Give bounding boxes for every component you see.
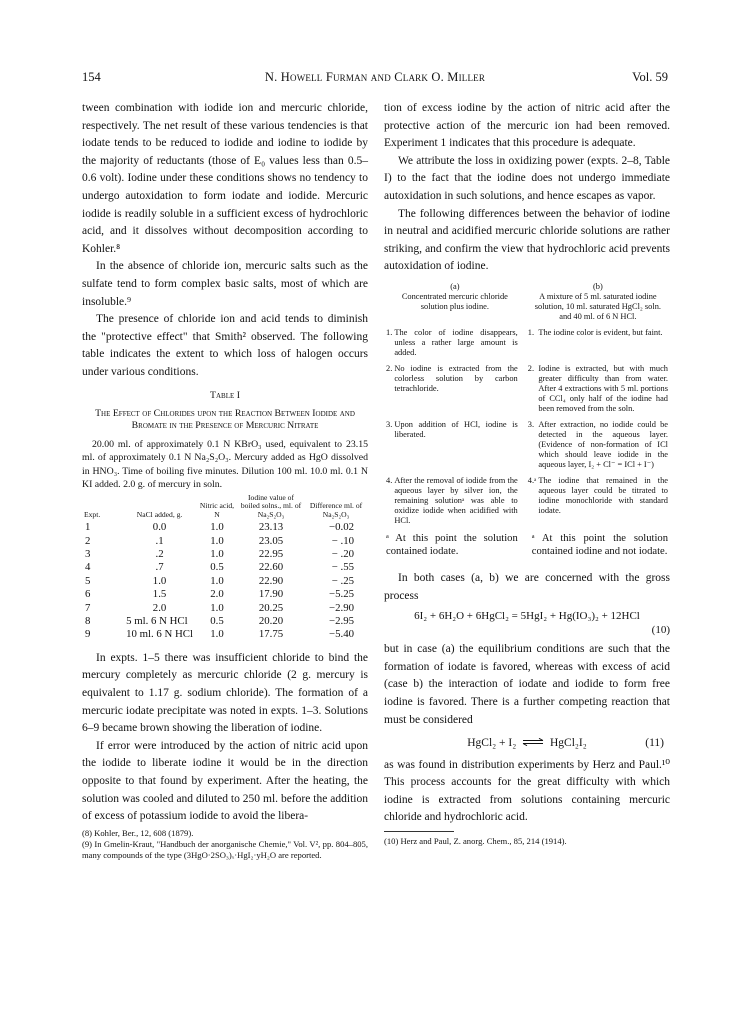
equation-11-left: HgCl₂ + I₂	[467, 737, 517, 750]
row-number: 4.ᵃ	[527, 475, 537, 485]
comparison-row	[384, 476, 670, 532]
table-cell: 5 ml. 6 N HCl	[126, 615, 188, 628]
table-cell: 1.0	[210, 521, 224, 534]
table-cell: − .55	[331, 561, 354, 574]
table-row	[82, 548, 368, 561]
left-paragraph-2: In the absence of chloride ion, mercuric salts such as the sulfate tend to form complex basic salts, most of which are insoluble.⁹	[82, 260, 368, 308]
equation-11-right: HgCl₂I₂	[549, 737, 587, 750]
row-number: 4.	[386, 475, 393, 485]
page-header	[82, 70, 668, 88]
table-cell: 10 ml. 6 N HCl	[126, 628, 193, 641]
right-paragraph-5: but in case (a) the equilibrium conditions are such that the formation of iodate is favored, whereas with excess of acid (case b) the interaction of iodate and iodide to form free iodine is favored. There is a further competing reaction that must be considered	[384, 643, 670, 726]
row-number: 2.	[386, 363, 393, 373]
table-cell: .1	[155, 534, 164, 547]
footnote-10: (10) Herz and Paul, Z. anorg. Chem., 85, 214 (1914).	[384, 836, 567, 847]
table-title: The Effect of Chlorides upon the Reaction Between Iodide and Bromate in the Presence of Mercuric Nitrate	[95, 407, 355, 432]
running-head: N. Howell Furman and Clark O. Miller	[264, 70, 486, 84]
table-cell: −2.90	[329, 601, 354, 614]
table-cell: 1.0	[152, 574, 167, 587]
col-b-label: (b)	[592, 281, 603, 291]
volume-label: Vol. 59	[632, 70, 668, 84]
equation-10-number: (10)	[651, 624, 670, 637]
right-footnotes	[384, 836, 670, 847]
table-label: Table I	[210, 389, 240, 401]
table-header: Difference ml. of Na₂S₂O₃	[309, 501, 363, 519]
table-cell: 0.0	[152, 521, 167, 534]
equation-11	[384, 735, 670, 753]
footnote-rule	[384, 831, 454, 832]
page-number: 154	[82, 70, 101, 84]
table-cell: −5.25	[329, 588, 354, 601]
table-cell: 23.13	[258, 521, 284, 534]
col-a-cell: The color of iodine disappears, unless a rather large amount is added.	[394, 327, 518, 357]
table-row	[82, 602, 368, 615]
table-cell: − .10	[331, 534, 354, 547]
table-header: Iodine value of boiled solns., ml. of Na₂S₂O₃	[240, 492, 302, 519]
table-cell: 1.0	[210, 574, 224, 587]
table-cell: 22.95	[258, 548, 284, 561]
left-footnotes	[82, 828, 368, 861]
table-cell: 4	[85, 561, 91, 574]
col-b-cell: The iodine that remained in the aqueous layer could be titrated to iodine monochloride with standard iodate.	[538, 475, 668, 515]
table-cell: 2	[85, 534, 91, 547]
right-paragraph-2: We attribute the loss in oxidizing power (expts. 2–8, Table I) to the fact that the iodine does not undergo immediate autoxidation in such solutions, and hence escapes as vapor.	[384, 154, 670, 202]
equilibrium-arrow-icon	[522, 738, 544, 746]
table-cell: − .20	[331, 548, 354, 561]
comparison-notes-row	[384, 532, 670, 564]
table-row	[82, 628, 368, 641]
table-cell: 7	[85, 601, 91, 614]
row-number: 1.	[527, 327, 535, 337]
table-row	[82, 575, 368, 588]
table-cell: 17.75	[258, 628, 284, 641]
note-b: ᵃ At this point the solution contained iodine and not iodate.	[531, 532, 668, 557]
col-b-cell: Iodine is extracted, but with much greater difficulty than from water. After 4 extractions with 5 ml. portions of CCl₄ only half of the iodine had been removed from the soln.	[538, 363, 668, 413]
equation-11-number: (11)	[645, 737, 664, 750]
col-a-heading: Concentrated mercuric chloride solution plus iodine.	[401, 291, 508, 311]
col-a-cell: Upon addition of HCl, iodine is liberated.	[394, 419, 518, 439]
table-row	[82, 588, 368, 601]
col-a-label: (a)	[450, 281, 460, 291]
comparison-table	[384, 278, 670, 564]
comparison-row	[384, 328, 670, 364]
left-column	[82, 100, 368, 861]
table-cell: 3	[85, 548, 91, 561]
right-column	[384, 100, 670, 847]
table-row	[82, 561, 368, 574]
table-cell: 20.25	[258, 601, 284, 614]
table-cell: 6	[85, 588, 91, 601]
table-cell: 22.60	[258, 561, 284, 574]
col-b-head-cell	[526, 278, 670, 328]
table-cell: 1.0	[210, 534, 224, 547]
table-header-row	[82, 494, 368, 522]
table-cell: 1.0	[210, 628, 224, 641]
table-intro: 20.00 ml. of approximately 0.1 N KBrO₃ used, equivalent to 23.15 ml. of approximately 0.1 N Na₂S₂O₃. Mercury added as HgO dissolved in HNO₃. Time of boiling five minutes. Dilution 100 ml. 10.0 ml. 0.1 N KI added. 2.0 g. of mercury in soln.	[82, 438, 368, 491]
left-paragraph-4: In expts. 1–5 there was insufficient chloride to bind the mercury completely as mercuric chloride (2 g. mercury is equivalent to 1.17 g. sodium chloride). The formation of a mercuric iodate precipitate was noted in expts. 1–3. Solutions 6–9 became brown showing the liberation of iodine.	[82, 651, 368, 735]
table-row	[82, 535, 368, 548]
table-header: NaCl added, g.	[136, 509, 183, 519]
table-cell: 20.20	[258, 615, 284, 628]
row-number: 3.	[527, 419, 535, 429]
table-row	[82, 615, 368, 628]
left-paragraph-1: tween combination with iodide ion and mercuric chloride, respectively. The net result of these various tendencies is that iodate tends to be reduced to iodide and iodine to iodide by the majority of reductants (those of E₀ values less than 0.5–0.6 volt). Iodine under these conditions shows no tendency to undergo autoxidation to form iodate and iodide. Mercuric iodide is readily soluble in a sufficient excess of hydrochloric acid, and it dissolves without decomposition according to Kohler.⁸	[82, 102, 368, 255]
table-cell: 2.0	[210, 588, 224, 601]
col-b-heading: A mixture of 5 ml. saturated iodine solution, 10 ml. saturated HgCl₂ soln. and 40 ml. of 6 N HCl.	[534, 291, 661, 321]
table-cell: −2.95	[329, 615, 354, 628]
table-cell: .2	[155, 548, 164, 561]
table-cell: 2.0	[152, 601, 167, 614]
table-row	[82, 521, 368, 534]
table-cell: .7	[155, 561, 164, 574]
table-cell: 17.90	[258, 588, 284, 601]
table-cell: 0.5	[210, 615, 224, 628]
comparison-row	[384, 364, 670, 420]
equation-10-body: 6I₂ + 6H₂O + 6HgCl₂ = 5HgI₂ + Hg(IO₃)₂ + 12HCl	[414, 610, 640, 623]
table-cell: 0.5	[210, 561, 224, 574]
table-cell: 1.0	[210, 601, 224, 614]
table-cell: 1.5	[152, 588, 167, 601]
row-number: 1.	[386, 327, 393, 337]
footnote-8: (8) Kohler, Ber., 12, 608 (1879).	[82, 827, 194, 838]
row-number: 2.	[527, 363, 535, 373]
footnote-9: (9) In Gmelin-Kraut, "Handbuch der anorganische Chemie," Vol. V², pp. 804–805, many compounds of the type (3HgO·2SO₃)ₓ·HgI₂·yH₂O are reported.	[82, 838, 368, 860]
equation-10	[384, 609, 670, 637]
table-cell: 23.05	[258, 534, 284, 547]
comparison-head-row	[384, 278, 670, 328]
col-b-cell: The iodine color is evident, but faint.	[538, 327, 663, 337]
table-cell: − .25	[331, 574, 354, 587]
table-1	[82, 494, 368, 642]
col-a-head-cell	[384, 278, 526, 328]
table-cell: 1	[85, 521, 91, 534]
table-cell: −0.02	[329, 521, 354, 534]
table-cell: 5	[85, 574, 91, 587]
row-number: 3.	[386, 419, 393, 429]
left-paragraph-3: The presence of chloride ion and acid tends to diminish the "protective effect" that Smith² observed. The following table indicates the extent to which loss of halogen occurs under various conditions.	[82, 313, 368, 378]
right-paragraph-1: tion of excess iodine by the action of nitric acid after the protective action of the mercuric ion had been removed. Experiment 1 indicates that this procedure is adequate.	[384, 102, 670, 150]
table-cell: 22.90	[258, 574, 284, 587]
table-cell: 1.0	[210, 548, 224, 561]
table-cell: −5.40	[329, 628, 354, 641]
table-cell: 9	[85, 628, 91, 641]
right-paragraph-4: In both cases (a, b) we are concerned with the gross process	[384, 571, 670, 602]
table-header: Expt.	[84, 509, 101, 519]
right-paragraph-6: as was found in distribution experiments by Herz and Paul.¹⁰ This process accounts for the great difficulty with which iodine is extracted from solutions containing mercuric chloride and hydrochloric acid.	[384, 758, 670, 824]
col-a-cell: After the removal of iodide from the aqueous layer by silver ion, the remaining solutionᵃ was able to oxidize iodide when acidified with HCl.	[394, 475, 518, 525]
note-a: ᵃ At this point the solution contained iodate.	[386, 532, 518, 557]
table-header: Nitric acid, N	[199, 501, 235, 519]
col-b-cell: After extraction, no iodide could be detected in the aqueous layer. (Evidence of non-formation of ICl which should leave iodide in the aqueous layer, I₂ + Cl⁻ = ICl + I⁻)	[538, 419, 668, 469]
left-paragraph-5: If error were introduced by the action of nitric acid upon the iodide to liberate iodine it would be in the direction opposite to that found by experiment. After the heating, the solution was cooled and diluted to 250 ml. before the addition of excess of potassium iodide to avoid the libera-	[82, 739, 368, 823]
col-a-cell: No iodine is extracted from the colorless solution by carbon tetrachloride.	[394, 363, 518, 393]
right-paragraph-3: The following differences between the behavior of iodine in neutral and acidified mercuric chloride solutions are rather striking, and confirm the view that hydrochloric acid prevents autoxidation of iodine.	[384, 207, 670, 273]
comparison-row	[384, 420, 670, 476]
table-cell: 8	[85, 615, 91, 628]
